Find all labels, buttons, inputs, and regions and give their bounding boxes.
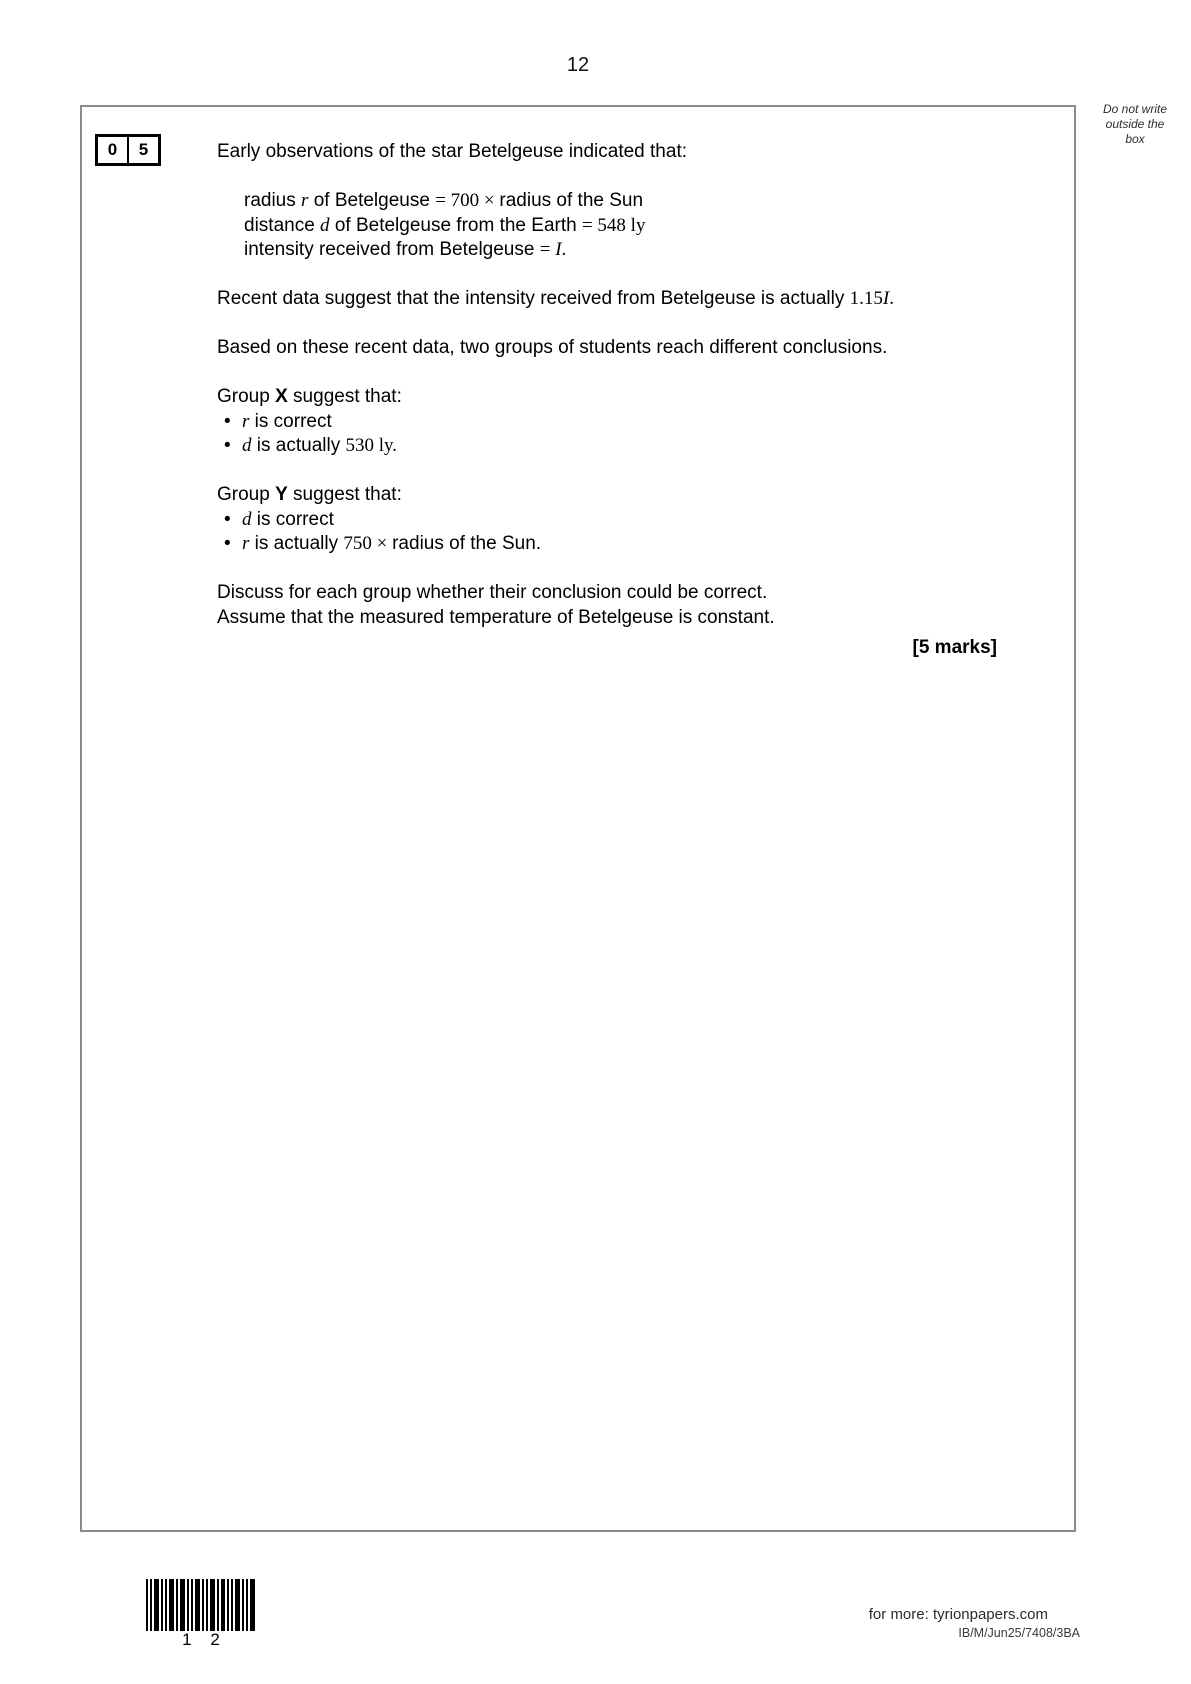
- given-intensity: intensity received from Betelgeuse = I.: [244, 239, 567, 260]
- intro-text: Early observations of the star Betelgeuse indicated that:: [217, 141, 687, 162]
- margin-note: [1082, 102, 1188, 147]
- question-content: [217, 140, 997, 661]
- barcode: [146, 1579, 256, 1631]
- barcode-page-label: 1 2: [182, 1630, 220, 1649]
- recent-data-text: Recent data suggest that the intensity received from Betelgeuse is actually 1.15I.: [217, 288, 894, 309]
- group-x-bullet-1: • r is correct: [217, 410, 997, 435]
- margin-note-line: Do not write: [1102, 102, 1168, 116]
- paper-reference-code: IB/M/Jun25/7408/3BA: [958, 1626, 1080, 1640]
- page-number: 12: [566, 54, 590, 76]
- group-y-bullet-2: • r is actually 750 × radius of the Sun.: [217, 532, 997, 557]
- question-number-digit: 5: [138, 140, 149, 159]
- group-y-bullet-1: • d is correct: [217, 508, 997, 533]
- group-y-block: [217, 483, 997, 557]
- group-x-label: Group X suggest that:: [217, 386, 402, 407]
- marks-label: [5 marks]: [912, 637, 997, 658]
- question-number-box: [95, 134, 161, 166]
- footer: [869, 1606, 1080, 1640]
- group-y-label: Group Y suggest that:: [217, 484, 402, 505]
- given-values-block: [217, 189, 997, 263]
- assume-instruction: Assume that the measured temperature of Betelgeuse is constant.: [217, 606, 775, 628]
- footer-promo-text: for more: tyrionpapers.com: [868, 1606, 1048, 1623]
- question-number-digit: 0: [98, 137, 129, 163]
- margin-note-line: outside the: [1105, 117, 1165, 131]
- given-radius: radius r of Betelgeuse = 700 × radius of the Sun: [244, 190, 644, 211]
- answer-area-box: [80, 105, 1076, 1532]
- group-x-block: [217, 385, 997, 459]
- group-x-bullet-2: • d is actually 530 ly.: [217, 434, 997, 459]
- margin-note-line: box: [1125, 132, 1145, 146]
- discuss-instruction: Discuss for each group whether their conclusion could be correct.: [217, 582, 768, 603]
- given-distance: distance d of Betelgeuse from the Earth = 548 ly: [244, 214, 646, 236]
- based-on-text: Based on these recent data, two groups of students reach different conclusions.: [217, 337, 888, 358]
